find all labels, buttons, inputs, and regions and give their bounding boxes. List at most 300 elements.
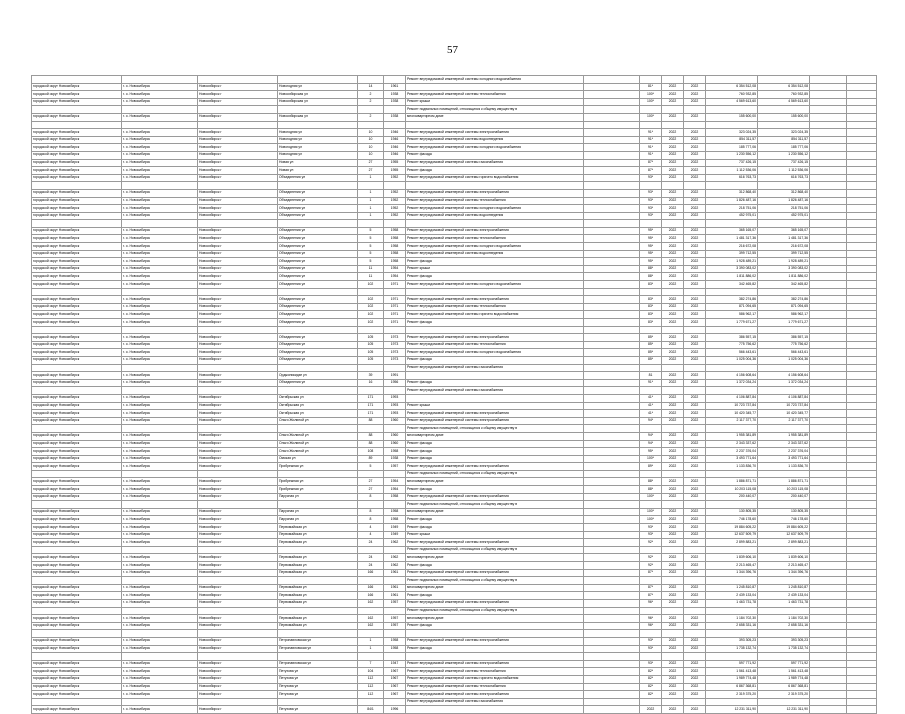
year-cell: 1954 xyxy=(384,478,406,486)
start-year-cell: 2022 xyxy=(662,455,684,463)
extra-cell xyxy=(584,425,640,433)
work-type-cell: Ремонт внутридомовой инженерной системы холодного водоснабжения xyxy=(406,281,584,289)
total-cost-cell: 216 672,08 xyxy=(758,243,810,251)
cost-cell: 323 024,35 xyxy=(706,129,758,137)
end-year-cell: 2022 xyxy=(684,410,706,418)
municipality-cell: городской округ Новосибирск xyxy=(32,98,122,106)
work-type-cell xyxy=(406,121,584,129)
year-cell: 1952 xyxy=(384,197,406,205)
locality-cell: Новосибирск г xyxy=(198,235,278,243)
total-cost-cell: 1 886 871,71 xyxy=(758,478,810,486)
table-row xyxy=(32,425,877,433)
year-cell: 1958 xyxy=(384,516,406,524)
empty-cell-a xyxy=(810,349,847,357)
municipality-cell: городской округ Новосибирск xyxy=(32,531,122,539)
extra-cell xyxy=(584,675,640,683)
year-cell: 1958 xyxy=(384,235,406,243)
municipality-cell: городской округ Новосибирск xyxy=(32,691,122,699)
empty-cell-b xyxy=(847,227,877,235)
total-cost-cell: 12 231 311,90 xyxy=(758,706,810,714)
end-year-cell xyxy=(684,76,706,84)
total-cost-cell: 399 712,55 xyxy=(758,250,810,258)
year-cell: 1954 xyxy=(384,486,406,494)
extra-cell xyxy=(584,121,640,129)
locality-cell: Новосибирск г xyxy=(198,379,278,387)
total-cost-cell: 566 443,61 xyxy=(758,349,810,357)
locality-cell: Новосибирск г xyxy=(198,410,278,418)
table-row xyxy=(32,417,877,425)
wear-cell: 95* xyxy=(640,243,662,251)
locality-cell: Новосибирск г xyxy=(198,432,278,440)
street-cell xyxy=(278,425,358,433)
empty-cell-a xyxy=(810,470,847,478)
empty-cell-a xyxy=(810,653,847,661)
end-year-cell: 2022 xyxy=(684,349,706,357)
house-cell xyxy=(358,470,384,478)
wear-cell xyxy=(640,470,662,478)
district-cell: г. о. Новосибирск xyxy=(122,554,198,562)
start-year-cell: 2022 xyxy=(662,349,684,357)
cost-cell: 10 723 737,84 xyxy=(706,402,758,410)
extra-cell xyxy=(584,227,640,235)
municipality-cell: городской округ Новосибирск xyxy=(32,227,122,235)
house-cell: 88 xyxy=(358,417,384,425)
total-cost-cell: 2 237 376,04 xyxy=(758,448,810,456)
locality-cell: Новосибирск г xyxy=(198,281,278,289)
start-year-cell: 2022 xyxy=(662,448,684,456)
extra-cell xyxy=(584,645,640,653)
end-year-cell: 2022 xyxy=(684,493,706,501)
wear-cell: 88* xyxy=(640,478,662,486)
extra-cell xyxy=(584,615,640,623)
locality-cell: Новосибирск г xyxy=(198,463,278,471)
year-cell: 1952 xyxy=(384,189,406,197)
start-year-cell xyxy=(662,121,684,129)
street-cell xyxy=(278,470,358,478)
start-year-cell: 2022 xyxy=(662,174,684,182)
wear-cell: 89* xyxy=(640,463,662,471)
work-type-cell: Ремонт внутридомовой инженерной системы электроснабжения xyxy=(406,410,584,418)
municipality-cell: городской округ Новосибирск xyxy=(32,455,122,463)
house-cell xyxy=(358,182,384,190)
house-cell: 24 xyxy=(358,539,384,547)
cost-cell: 12 637 509,79 xyxy=(706,531,758,539)
start-year-cell: 2022 xyxy=(662,394,684,402)
municipality-cell: городской округ Новосибирск xyxy=(32,212,122,220)
locality-cell: Новосибирск г xyxy=(198,683,278,691)
wear-cell xyxy=(640,546,662,554)
empty-cell-a xyxy=(810,197,847,205)
table-row xyxy=(32,569,877,577)
district-cell: г. о. Новосибирск xyxy=(122,615,198,623)
work-type-cell xyxy=(406,653,584,661)
end-year-cell: 2022 xyxy=(684,197,706,205)
empty-cell-b xyxy=(847,98,877,106)
cost-cell: 155 600,00 xyxy=(706,113,758,121)
start-year-cell: 2022 xyxy=(662,151,684,159)
district-cell xyxy=(122,501,198,509)
table-row xyxy=(32,129,877,137)
work-type-cell: Ремонт фасада xyxy=(406,645,584,653)
wear-cell: 83* xyxy=(640,281,662,289)
empty-cell-a xyxy=(810,311,847,319)
start-year-cell: 2022 xyxy=(662,562,684,570)
start-year-cell: 2022 xyxy=(662,569,684,577)
work-type-cell xyxy=(406,630,584,638)
empty-cell-a xyxy=(810,615,847,623)
street-cell xyxy=(278,121,358,129)
cost-cell: 2 319 375,20 xyxy=(706,691,758,699)
street-cell: Объединения ул xyxy=(278,205,358,213)
empty-cell-b xyxy=(847,258,877,266)
street-cell: Объединения ул xyxy=(278,296,358,304)
empty-cell-b xyxy=(847,622,877,630)
empty-cell-a xyxy=(810,319,847,327)
district-cell: г. о. Новосибирск xyxy=(122,319,198,327)
work-type-cell: Ремонт внутридомовой инженерной системы холодного водоснабжения xyxy=(406,205,584,213)
year-cell: 1949 xyxy=(384,531,406,539)
wear-cell xyxy=(640,425,662,433)
work-type-cell: многоквартирном доме xyxy=(406,584,584,592)
start-year-cell: 2022 xyxy=(662,319,684,327)
end-year-cell: 2022 xyxy=(684,205,706,213)
wear-cell: 88* xyxy=(640,265,662,273)
work-type-cell: Ремонт внутридомовой инженерной системы водоотведения xyxy=(406,250,584,258)
year-cell: 1960 xyxy=(384,440,406,448)
empty-cell-a xyxy=(810,121,847,129)
start-year-cell: 2022 xyxy=(662,516,684,524)
house-cell: 27 xyxy=(358,478,384,486)
locality-cell: Новосибирск г xyxy=(198,334,278,342)
empty-cell-b xyxy=(847,372,877,380)
locality-cell xyxy=(198,76,278,84)
street-cell: Прибрежная ул xyxy=(278,478,358,486)
work-type-cell: многоквартирном доме xyxy=(406,615,584,623)
total-cost-cell: 1 133 836,70 xyxy=(758,463,810,471)
table-row xyxy=(32,493,877,501)
end-year-cell: 2022 xyxy=(684,645,706,653)
start-year-cell xyxy=(662,182,684,190)
empty-cell-b xyxy=(847,356,877,364)
district-cell xyxy=(122,698,198,706)
municipality-cell xyxy=(32,106,122,114)
district-cell xyxy=(122,220,198,228)
municipality-cell: городской округ Новосибирск xyxy=(32,273,122,281)
table-row xyxy=(32,319,877,327)
end-year-cell: 2022 xyxy=(684,615,706,623)
work-type-cell: Ремонт внутридомовой инженерной системы горячего водоснабжения xyxy=(406,311,584,319)
wear-cell: 87* xyxy=(640,592,662,600)
locality-cell: Новосибирск г xyxy=(198,129,278,137)
work-type-cell: Ремонт внутридомовой инженерной системы электроснабжения xyxy=(406,417,584,425)
wear-cell: 93* xyxy=(640,637,662,645)
total-cost-cell: 1 735 132,74 xyxy=(758,645,810,653)
district-cell: г. о. Новосибирск xyxy=(122,683,198,691)
total-cost-cell xyxy=(758,546,810,554)
street-cell: Новогодняя ул xyxy=(278,136,358,144)
table-row xyxy=(32,516,877,524)
empty-cell-a xyxy=(810,637,847,645)
empty-cell-a xyxy=(810,326,847,334)
end-year-cell: 2022 xyxy=(684,394,706,402)
district-cell: г. о. Новосибирск xyxy=(122,524,198,532)
cost-cell xyxy=(706,698,758,706)
street-cell: Объединения ул xyxy=(278,243,358,251)
work-type-cell: Ремонт внутридомовой инженерной системы электроснабжения xyxy=(406,493,584,501)
street-cell: Петухова ул xyxy=(278,675,358,683)
extra-cell xyxy=(584,554,640,562)
end-year-cell: 2022 xyxy=(684,144,706,152)
house-cell: 11 xyxy=(358,265,384,273)
end-year-cell xyxy=(684,470,706,478)
table-row xyxy=(32,379,877,387)
municipality-cell: городской округ Новосибирск xyxy=(32,478,122,486)
end-year-cell: 2022 xyxy=(684,167,706,175)
extra-cell xyxy=(584,463,640,471)
year-cell: 1996 xyxy=(384,706,406,714)
wear-cell xyxy=(640,121,662,129)
locality-cell: Новосибирск г xyxy=(198,486,278,494)
empty-cell-a xyxy=(810,463,847,471)
district-cell: г. о. Новосибирск xyxy=(122,334,198,342)
empty-cell-b xyxy=(847,516,877,524)
street-cell: Объединения ул xyxy=(278,334,358,342)
total-cost-cell: 1 955 381,89 xyxy=(758,432,810,440)
cost-cell: 1 811 886,02 xyxy=(706,273,758,281)
total-cost-cell xyxy=(758,653,810,661)
cost-cell: 4 106 887,84 xyxy=(706,394,758,402)
wear-cell: 88* xyxy=(640,273,662,281)
locality-cell: Новосибирск г xyxy=(198,113,278,121)
empty-cell-a xyxy=(810,182,847,190)
house-cell: 27 xyxy=(358,486,384,494)
year-cell xyxy=(384,387,406,395)
street-cell: Ольги Жилиной ул xyxy=(278,448,358,456)
total-cost-cell: 365 165,07 xyxy=(758,227,810,235)
locality-cell xyxy=(198,501,278,509)
cost-cell: 10 203 115,08 xyxy=(706,486,758,494)
empty-cell-b xyxy=(847,311,877,319)
total-cost-cell: 1 811 886,02 xyxy=(758,273,810,281)
cost-cell: 1 779 671,27 xyxy=(706,319,758,327)
work-type-cell: Ремонт внутридомовой инженерной системы теплоснабжения xyxy=(406,235,584,243)
total-cost-cell: 775 756,62 xyxy=(758,341,810,349)
year-cell: 1961 xyxy=(384,592,406,600)
table-row xyxy=(32,531,877,539)
work-type-cell: Ремонт подвальных помещений, относящихся к общему имуществу в xyxy=(406,546,584,554)
empty-cell-b xyxy=(847,524,877,532)
district-cell: г. о. Новосибирск xyxy=(122,243,198,251)
table-row xyxy=(32,645,877,653)
house-cell: 10 xyxy=(358,144,384,152)
empty-cell-a xyxy=(810,448,847,456)
year-cell: 1967 xyxy=(384,683,406,691)
table-row xyxy=(32,106,877,114)
street-cell: Объединения ул xyxy=(278,281,358,289)
wear-cell: 93* xyxy=(640,212,662,220)
start-year-cell: 2022 xyxy=(662,493,684,501)
table-row xyxy=(32,387,877,395)
table-row xyxy=(32,546,877,554)
total-cost-cell: 2 899 883,21 xyxy=(758,539,810,547)
work-type-cell: Ремонт внутридомовой инженерной системы холодного водоснабжения xyxy=(406,144,584,152)
end-year-cell xyxy=(684,364,706,372)
locality-cell xyxy=(198,470,278,478)
year-cell: 1973 xyxy=(384,356,406,364)
empty-cell-b xyxy=(847,470,877,478)
wear-cell: 91* xyxy=(640,144,662,152)
empty-cell-b xyxy=(847,91,877,99)
district-cell xyxy=(122,387,198,395)
table-row xyxy=(32,691,877,699)
street-cell: Петухова ул xyxy=(278,691,358,699)
work-type-cell: Ремонт внутридомовой инженерной системы электроснабжения xyxy=(406,539,584,547)
year-cell: 1967 xyxy=(384,675,406,683)
municipality-cell: городской округ Новосибирск xyxy=(32,592,122,600)
total-cost-cell: 4 106 887,84 xyxy=(758,394,810,402)
work-type-cell: Ремонт фасада xyxy=(406,592,584,600)
extra-cell xyxy=(584,402,640,410)
end-year-cell: 2022 xyxy=(684,91,706,99)
locality-cell: Новосибирск г xyxy=(198,341,278,349)
start-year-cell: 2022 xyxy=(662,167,684,175)
table-row xyxy=(32,356,877,364)
empty-cell-a xyxy=(810,159,847,167)
cost-cell xyxy=(706,364,758,372)
extra-cell xyxy=(584,562,640,570)
year-cell: 1991 xyxy=(384,372,406,380)
end-year-cell: 2022 xyxy=(684,516,706,524)
empty-cell-b xyxy=(847,167,877,175)
work-type-cell: Ремонт фасада xyxy=(406,455,584,463)
year-cell: 1957 xyxy=(384,463,406,471)
cost-cell: 1 928 489,21 xyxy=(706,258,758,266)
year-cell: 1946 xyxy=(384,129,406,137)
cost-cell xyxy=(706,653,758,661)
street-cell: Объединения ул xyxy=(278,235,358,243)
year-cell: 1971 xyxy=(384,281,406,289)
wear-cell: 83* xyxy=(640,311,662,319)
empty-cell-a xyxy=(810,106,847,114)
table-row xyxy=(32,303,877,311)
street-cell: Объединения ул xyxy=(278,197,358,205)
cost-cell xyxy=(706,326,758,334)
locality-cell: Новосибирск г xyxy=(198,402,278,410)
municipality-cell xyxy=(32,425,122,433)
wear-cell: 100* xyxy=(640,113,662,121)
municipality-cell: городской округ Новосибирск xyxy=(32,524,122,532)
empty-cell-b xyxy=(847,334,877,342)
house-cell: 166 xyxy=(358,569,384,577)
extra-cell xyxy=(584,189,640,197)
total-cost-cell: 10 723 737,84 xyxy=(758,402,810,410)
district-cell: г. о. Новосибирск xyxy=(122,91,198,99)
end-year-cell xyxy=(684,326,706,334)
table-row xyxy=(32,448,877,456)
table-row xyxy=(32,675,877,683)
start-year-cell xyxy=(662,76,684,84)
start-year-cell: 2022 xyxy=(662,113,684,121)
municipality-cell: городской округ Новосибирск xyxy=(32,493,122,501)
start-year-cell: 2022 xyxy=(662,129,684,137)
wear-cell: 95* xyxy=(640,258,662,266)
empty-cell-b xyxy=(847,448,877,456)
total-cost-cell: 19 884 605,22 xyxy=(758,524,810,532)
street-cell: Новая ул xyxy=(278,167,358,175)
wear-cell xyxy=(640,288,662,296)
table-row xyxy=(32,83,877,91)
year-cell: 1946 xyxy=(384,151,406,159)
street-cell: Первомайская ул xyxy=(278,569,358,577)
extra-cell xyxy=(584,197,640,205)
wear-cell: 82* xyxy=(640,683,662,691)
cost-cell: 216 672,08 xyxy=(706,243,758,251)
municipality-cell: городской округ Новосибирск xyxy=(32,159,122,167)
year-cell: 1956 xyxy=(384,379,406,387)
wear-cell: 95* xyxy=(640,235,662,243)
start-year-cell xyxy=(662,387,684,395)
year-cell: 1952 xyxy=(384,174,406,182)
wear-cell: 96* xyxy=(640,622,662,630)
year-cell: 1946 xyxy=(384,136,406,144)
house-cell: 102 xyxy=(358,319,384,327)
year-cell: 1958 xyxy=(384,493,406,501)
year-cell: 1938 xyxy=(384,113,406,121)
start-year-cell: 2022 xyxy=(662,584,684,592)
street-cell: Первомайская ул xyxy=(278,554,358,562)
house-cell: 5 xyxy=(358,463,384,471)
municipality-cell: городской округ Новосибирск xyxy=(32,417,122,425)
municipality-cell: городской округ Новосибирск xyxy=(32,516,122,524)
house-cell: 88 xyxy=(358,432,384,440)
house-cell: 84/1 xyxy=(358,706,384,714)
municipality-cell: городской округ Новосибирск xyxy=(32,645,122,653)
table-row xyxy=(32,599,877,607)
extra-cell xyxy=(584,296,640,304)
work-type-cell: Ремонт внутридомовой инженерной системы газоснабжения xyxy=(406,698,584,706)
total-cost-cell: 1 989 774,48 xyxy=(758,675,810,683)
work-type-cell xyxy=(406,706,584,714)
locality-cell: Новосибирск г xyxy=(198,516,278,524)
table-row xyxy=(32,592,877,600)
empty-cell-a xyxy=(810,622,847,630)
cost-cell: 1 886 871,71 xyxy=(706,478,758,486)
work-type-cell: Ремонт подвальных помещений, относящихся к общему имуществу в xyxy=(406,577,584,585)
municipality-cell: городской округ Новосибирск xyxy=(32,448,122,456)
municipality-cell: городской округ Новосибирск xyxy=(32,334,122,342)
table-row xyxy=(32,91,877,99)
year-cell: 1958 xyxy=(384,637,406,645)
table-row xyxy=(32,660,877,668)
empty-cell-a xyxy=(810,440,847,448)
table-row xyxy=(32,167,877,175)
district-cell: г. о. Новосибирск xyxy=(122,691,198,699)
locality-cell: Новосибирск г xyxy=(198,189,278,197)
cost-cell: 6 867 368,81 xyxy=(706,683,758,691)
empty-cell-b xyxy=(847,501,877,509)
end-year-cell xyxy=(684,220,706,228)
empty-cell-a xyxy=(810,524,847,532)
table-row xyxy=(32,220,877,228)
cost-cell: 2 343 337,62 xyxy=(706,440,758,448)
year-cell: 1947 xyxy=(384,660,406,668)
total-cost-cell: 452 975,01 xyxy=(758,212,810,220)
district-cell: г. о. Новосибирск xyxy=(122,356,198,364)
end-year-cell: 2022 xyxy=(684,129,706,137)
work-type-cell: Ремонт фасада xyxy=(406,167,584,175)
extra-cell xyxy=(584,76,640,84)
start-year-cell: 2022 xyxy=(662,637,684,645)
